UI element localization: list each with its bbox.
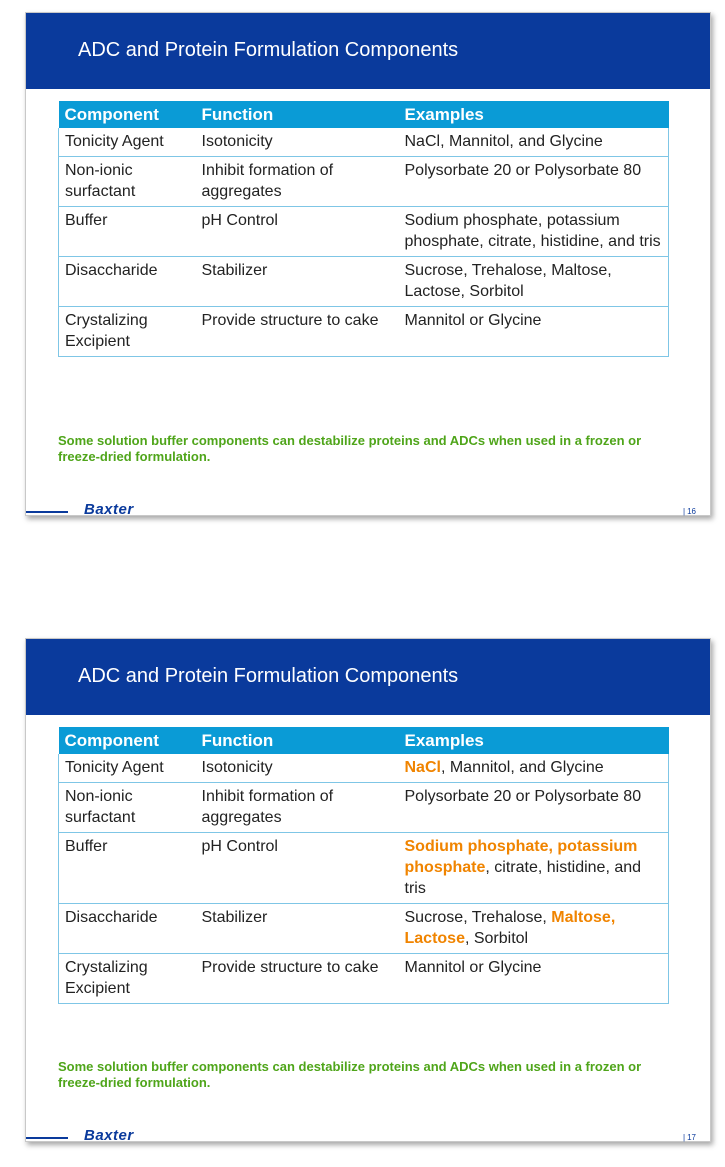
cell-component: Crystalizing Excipient <box>59 954 196 1004</box>
cell-component: Disaccharide <box>59 904 196 954</box>
example-text: Polysorbate 20 or Polysorbate 80 <box>404 162 642 179</box>
header-component: Component <box>59 101 196 128</box>
cell-examples <box>399 128 669 157</box>
table-row <box>59 833 669 904</box>
cell-component: Disaccharide <box>59 257 196 307</box>
table-row <box>59 128 669 157</box>
table-header-row <box>59 101 669 128</box>
page-number-value: 16 <box>687 507 696 516</box>
slide-title: ADC and Protein Formulation Components <box>78 39 459 61</box>
example-text: , Sorbitol <box>464 930 529 947</box>
example-text: Sucrose, Trehalose, Maltose, Lactose, Sorbitol <box>404 262 612 300</box>
page-number-value: 17 <box>687 1133 696 1142</box>
example-text: Mannitol or Glycine <box>404 959 542 976</box>
example-text: , citrate, histidine, and tris <box>404 859 642 897</box>
cell-function: Stabilizer <box>196 904 399 954</box>
header-function: Function <box>196 727 399 754</box>
highlighted-example: Maltose, Lactose <box>404 909 616 947</box>
page-number: | 17 <box>683 1133 696 1142</box>
components-table <box>58 101 669 357</box>
cell-examples <box>399 257 669 307</box>
cell-function: Stabilizer <box>196 257 399 307</box>
cell-examples <box>399 307 669 357</box>
cell-component: Non-ionic surfactant <box>59 157 196 207</box>
table-header-row <box>59 727 669 754</box>
example-text: Sucrose, Trehalose, <box>404 909 552 926</box>
cell-function: Isotonicity <box>196 754 399 783</box>
cell-function: Isotonicity <box>196 128 399 157</box>
cell-function: Provide structure to cake <box>196 954 399 1004</box>
cell-component: Buffer <box>59 833 196 904</box>
brand-line <box>26 1137 68 1139</box>
table-row <box>59 257 669 307</box>
slide-header <box>26 13 710 89</box>
cell-function: Inhibit formation of aggregates <box>196 157 399 207</box>
cell-examples <box>399 157 669 207</box>
header-examples: Examples <box>399 101 669 128</box>
cell-examples <box>399 833 669 904</box>
table-row <box>59 754 669 783</box>
example-text: , Mannitol, and Glycine <box>440 759 604 776</box>
highlighted-example: Sodium phosphate, potassium phosphate <box>404 838 638 876</box>
brand-line <box>26 511 68 513</box>
cell-component: Tonicity Agent <box>59 754 196 783</box>
table-row <box>59 954 669 1004</box>
cell-component: Non-ionic surfactant <box>59 783 196 833</box>
components-table <box>58 727 669 1004</box>
page-number: | 16 <box>683 507 696 516</box>
table-row <box>59 783 669 833</box>
table-row <box>59 307 669 357</box>
header-function: Function <box>196 101 399 128</box>
cell-examples <box>399 954 669 1004</box>
note-text: Some solution buffer components can destabilize proteins and ADCs when used in a frozen or freeze-dried formulation. <box>58 433 642 464</box>
slide-header <box>26 639 710 715</box>
header-component: Component <box>59 727 196 754</box>
example-text: Mannitol or Glycine <box>404 312 542 329</box>
baxter-logo: Baxter <box>84 1127 134 1144</box>
cell-examples <box>399 783 669 833</box>
cell-function: pH Control <box>196 833 399 904</box>
cell-examples <box>399 754 669 783</box>
table-row <box>59 207 669 257</box>
table-row <box>59 157 669 207</box>
note-text: Some solution buffer components can destabilize proteins and ADCs when used in a frozen or freeze-dried formulation. <box>58 1059 642 1090</box>
cell-function: pH Control <box>196 207 399 257</box>
header-examples: Examples <box>399 727 669 754</box>
slide-title: ADC and Protein Formulation Components <box>78 665 459 687</box>
cell-function: Inhibit formation of aggregates <box>196 783 399 833</box>
cell-component: Buffer <box>59 207 196 257</box>
cell-component: Crystalizing Excipient <box>59 307 196 357</box>
example-text: NaCl, Mannitol, and Glycine <box>404 133 603 150</box>
cell-examples <box>399 904 669 954</box>
highlighted-example: NaCl <box>404 759 441 776</box>
table-row <box>59 904 669 954</box>
cell-examples <box>399 207 669 257</box>
cell-component: Tonicity Agent <box>59 128 196 157</box>
example-text: Polysorbate 20 or Polysorbate 80 <box>404 788 642 805</box>
slide-17 <box>25 638 711 1142</box>
cell-function: Provide structure to cake <box>196 307 399 357</box>
baxter-logo: Baxter <box>84 501 134 518</box>
slide-16 <box>25 12 711 516</box>
example-text: Sodium phosphate, potassium phosphate, citrate, histidine, and tris <box>404 212 661 250</box>
